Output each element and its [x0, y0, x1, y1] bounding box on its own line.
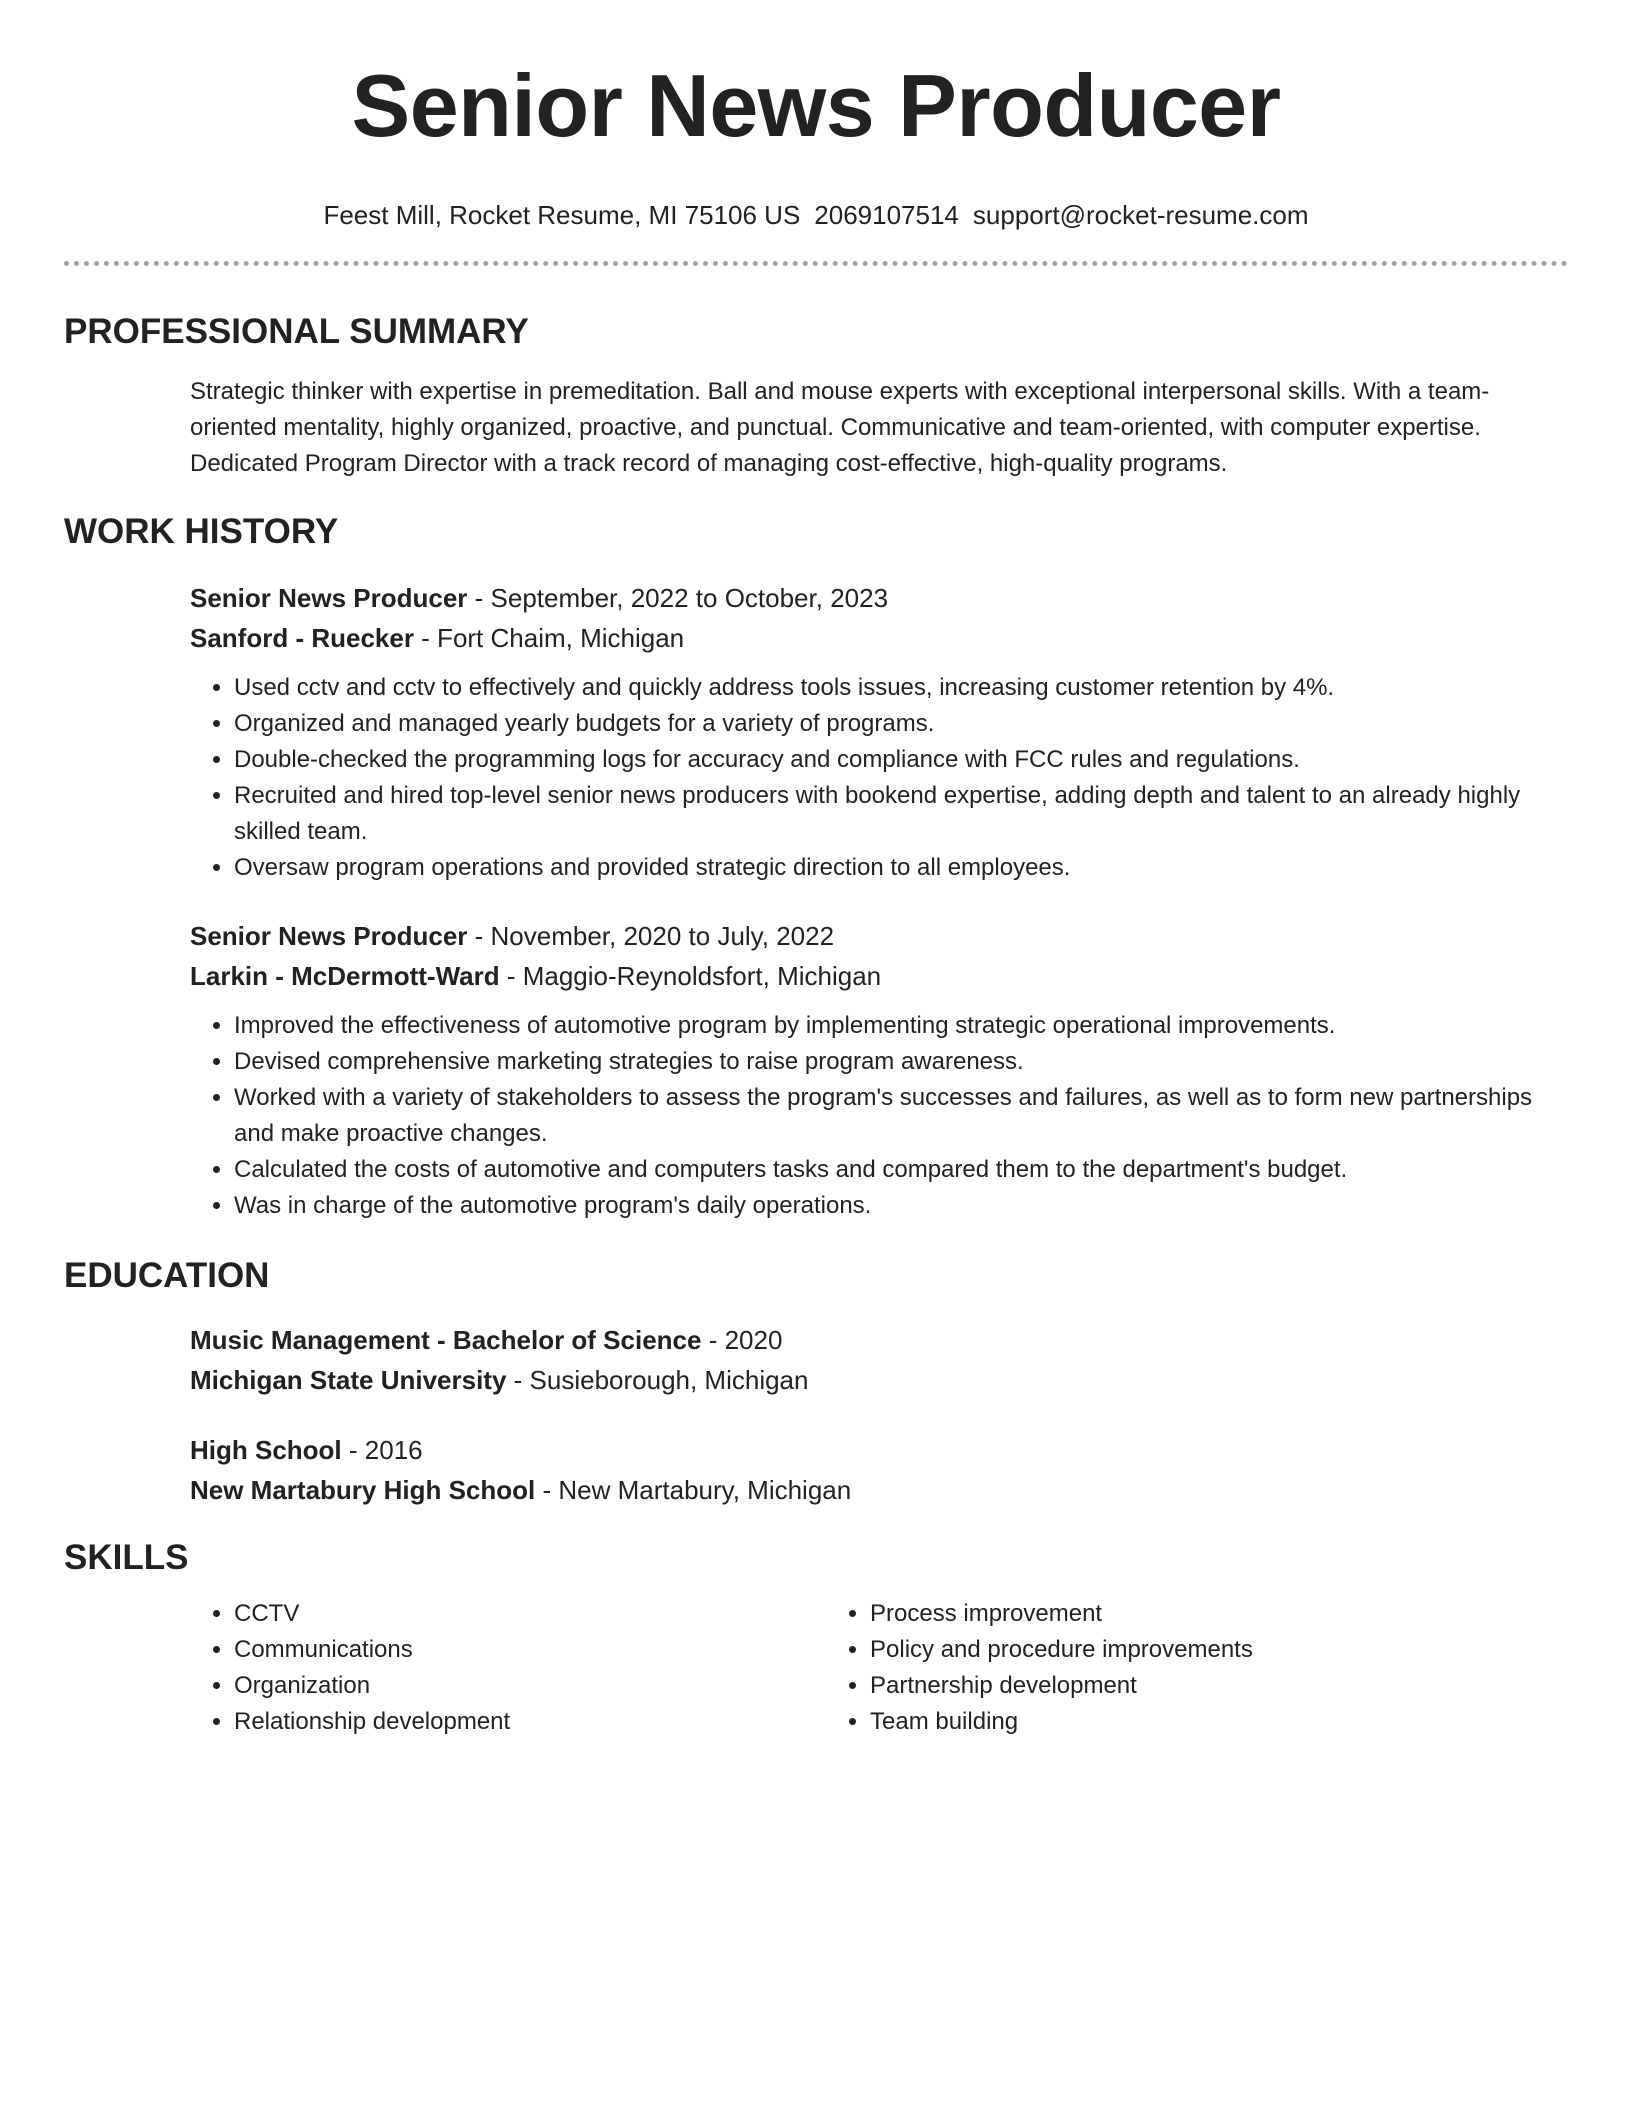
education-section: [64, 1320, 1568, 1510]
work-company: Sanford - Ruecker: [190, 623, 414, 653]
work-company: Larkin - McDermott-Ward: [190, 961, 500, 991]
work-dates: - September, 2022 to October, 2023: [467, 583, 889, 613]
work-bullet: • Was in charge of the automotive program's daily operations.: [234, 1188, 1568, 1224]
skill-item: • Process improvement: [870, 1596, 1462, 1632]
work-bullet: • Calculated the costs of automotive and computers tasks and compared them to the department's budget.: [234, 1152, 1568, 1188]
skill-item: • Communications: [234, 1632, 826, 1668]
education-location: - New Martabury, Michigan: [535, 1475, 852, 1505]
contact-line: [64, 198, 1568, 232]
education-school: New Martabury High School: [190, 1475, 536, 1505]
work-bullet: • Organized and managed yearly budgets for a variety of programs.: [234, 706, 1568, 742]
work-role: Senior News Producer: [190, 921, 468, 951]
work-bullet: • Used cctv and cctv to effectively and quickly address tools issues, increasing customer retention by 4%.: [234, 670, 1568, 706]
skill-item: • Team building: [870, 1704, 1462, 1740]
education-school: Michigan State University: [190, 1365, 507, 1395]
work-bullet: • Double-checked the programming logs for accuracy and compliance with FCC rules and regulations.: [234, 742, 1568, 778]
work-bullet: • Devised comprehensive marketing strategies to raise program awareness.: [234, 1044, 1568, 1080]
work-section: [64, 578, 1568, 1224]
contact-phone: 2069107514: [814, 200, 959, 230]
work-company-line: [190, 956, 1568, 996]
skill-item: • Partnership development: [870, 1668, 1462, 1704]
work-role-line: [190, 916, 1568, 956]
skills-grid: [190, 1596, 1568, 1740]
work-section-title: WORK HISTORY: [64, 512, 339, 551]
education-location: - Susieborough, Michigan: [506, 1365, 809, 1395]
resume-name: Senior News Producer: [351, 56, 1281, 155]
education-degree-line: [190, 1320, 1568, 1360]
education-school-line: [190, 1470, 1568, 1510]
work-bullet: • Improved the effectiveness of automotive program by implementing strategic operational improvements.: [234, 1008, 1568, 1044]
work-location: - Fort Chaim, Michigan: [413, 623, 685, 653]
education-degree: High School: [190, 1435, 342, 1465]
skill-item: • Organization: [234, 1668, 826, 1704]
work-entry: [190, 578, 1568, 886]
education-year: - 2020: [701, 1325, 783, 1355]
work-location: - Maggio-Reynoldsfort, Michigan: [499, 961, 882, 991]
skills-list-right: [826, 1596, 1462, 1740]
work-bullet: • Oversaw program operations and provided strategic direction to all employees.: [234, 850, 1568, 886]
contact-address: Feest Mill, Rocket Resume, MI 75106 US: [323, 200, 801, 230]
work-role-line: [190, 578, 1568, 618]
education-entry: [190, 1430, 1568, 1510]
skill-item: • CCTV: [234, 1596, 826, 1632]
skills-section: [64, 1596, 1568, 1740]
work-bullet: • Worked with a variety of stakeholders to assess the program's successes and failures, as well as to form new partnerships and make proactive changes.: [234, 1080, 1568, 1152]
summary-text: Strategic thinker with expertise in premeditation. Ball and mouse experts with exceptional interpersonal skills. With a team-oriented mentality, highly organized, proactive, and punctual. Communicative and team-oriented, with computer expertise. Dedicated Program Director with a track record of managing cost-effective, high-quality programs.: [190, 378, 1490, 477]
work-bullets: [190, 670, 1568, 886]
work-role: Senior News Producer: [190, 583, 468, 613]
work-dates: - November, 2020 to July, 2022: [467, 921, 835, 951]
header-divider: [64, 261, 1568, 266]
summary-section: [64, 374, 1568, 482]
work-bullet: • Recruited and hired top-level senior news producers with bookend expertise, adding depth and talent to an already highly skilled team.: [234, 778, 1568, 850]
skills-section-title: SKILLS: [64, 1538, 189, 1577]
education-entry: [190, 1320, 1568, 1400]
summary-section-title: PROFESSIONAL SUMMARY: [64, 312, 529, 351]
education-school-line: [190, 1360, 1568, 1400]
contact-email: support@rocket-resume.com: [972, 200, 1309, 230]
work-bullets: [190, 1008, 1568, 1224]
work-entry: [190, 916, 1568, 1224]
education-year: - 2016: [341, 1435, 423, 1465]
education-section-title: EDUCATION: [64, 1256, 270, 1295]
education-degree-line: [190, 1430, 1568, 1470]
work-company-line: [190, 618, 1568, 658]
skill-item: • Relationship development: [234, 1704, 826, 1740]
skill-item: • Policy and procedure improvements: [870, 1632, 1462, 1668]
skills-list-left: [190, 1596, 826, 1740]
education-degree: Music Management - Bachelor of Science: [190, 1325, 702, 1355]
